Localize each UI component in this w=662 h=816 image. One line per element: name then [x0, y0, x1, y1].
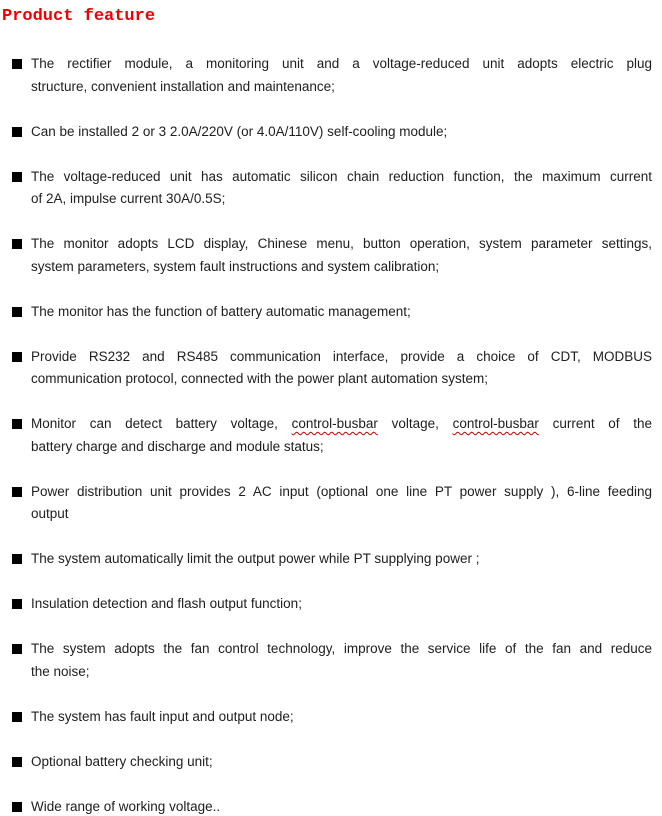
- feature-line: [31, 436, 652, 459]
- feature-text: The monitor has the function of battery automatic management;: [31, 303, 411, 319]
- feature-line: [31, 751, 652, 774]
- feature-line: [31, 166, 652, 189]
- feature-text: Power distribution unit provides 2 AC input (optional one line PT power supply ), 6-line feeding: [31, 483, 652, 499]
- bullet-square-icon: [12, 644, 22, 654]
- feature-line: [31, 593, 652, 616]
- feature-line: [31, 503, 652, 526]
- feature-list: [12, 53, 652, 816]
- bullet-square-icon: [12, 712, 22, 722]
- feature-line: [31, 796, 652, 816]
- feature-text: Provide RS232 and RS485 communication interface, provide a choice of CDT, MODBUS: [31, 348, 652, 364]
- feature-item: [12, 706, 652, 729]
- bullet-square-icon: [12, 239, 22, 249]
- feature-line: [31, 481, 652, 504]
- feature-text: Monitor can detect battery voltage,: [31, 416, 292, 431]
- feature-line: [31, 188, 652, 211]
- feature-line: [31, 233, 652, 256]
- bullet-square-icon: [12, 757, 22, 767]
- feature-line: [31, 301, 652, 324]
- feature-text: The rectifier module, a monitoring unit and a voltage-reduced unit adopts electric plug: [31, 56, 652, 71]
- feature-item: [12, 166, 652, 211]
- feature-line: [31, 548, 652, 571]
- feature-line: [31, 121, 652, 144]
- feature-text: The system automatically limit the output power while PT supplying power ;: [31, 551, 480, 566]
- bullet-square-icon: [12, 172, 22, 182]
- feature-text: Wide range of working voltage..: [31, 798, 221, 814]
- feature-text: the noise;: [31, 663, 90, 679]
- feature-item: [12, 53, 652, 98]
- feature-line: [31, 706, 652, 729]
- feature-text: Optional battery checking unit;: [31, 753, 213, 769]
- feature-text: The system has fault input and output node;: [31, 708, 294, 724]
- feature-text: Insulation detection and flash output function;: [31, 596, 302, 611]
- feature-line: [31, 53, 652, 76]
- feature-line: [31, 413, 652, 436]
- feature-item: [12, 751, 652, 774]
- feature-text: current of the: [538, 416, 653, 431]
- bullet-square-icon: [12, 307, 22, 317]
- feature-item: [12, 593, 652, 616]
- bullet-square-icon: [12, 59, 22, 69]
- feature-text-spellchecked: control-busbar: [291, 416, 378, 431]
- feature-text: communication protocol, connected with the power plant automation system;: [31, 371, 488, 386]
- feature-line: [31, 76, 652, 99]
- feature-text: structure, convenient installation and maintenance;: [31, 78, 335, 94]
- feature-line: [31, 368, 652, 391]
- feature-item: [12, 796, 652, 816]
- page-title: Product feature: [2, 7, 156, 26]
- bullet-square-icon: [12, 419, 22, 429]
- bullet-square-icon: [12, 599, 22, 609]
- feature-text: output: [31, 506, 69, 521]
- feature-text: voltage,: [377, 416, 453, 431]
- feature-line: [31, 661, 652, 684]
- feature-item: [12, 346, 652, 391]
- feature-item: [12, 638, 652, 683]
- feature-text: battery charge and discharge and module status;: [31, 438, 324, 454]
- feature-line: [31, 638, 652, 661]
- feature-item: [12, 413, 652, 458]
- feature-text: The system adopts the fan control technology, improve the service life of the fan and reduce: [31, 641, 652, 656]
- feature-text: system parameters, system fault instructions and system calibration;: [31, 258, 440, 274]
- feature-item: [12, 481, 652, 526]
- feature-text-spellchecked: control-busbar: [452, 416, 539, 431]
- feature-line: [31, 256, 652, 279]
- feature-text: The monitor adopts LCD display, Chinese menu, button operation, system parameter settings,: [31, 236, 652, 251]
- bullet-square-icon: [12, 487, 22, 497]
- bullet-square-icon: [12, 127, 22, 137]
- feature-item: [12, 233, 652, 278]
- feature-text: The voltage-reduced unit has automatic silicon chain reduction function, the maximum current: [31, 168, 652, 184]
- feature-item: [12, 548, 652, 571]
- bullet-square-icon: [12, 802, 22, 812]
- feature-text: Can be installed 2 or 3 2.0A/220V (or 4.0A/110V) self-cooling module;: [31, 123, 448, 139]
- bullet-square-icon: [12, 352, 22, 362]
- bullet-square-icon: [12, 554, 22, 564]
- feature-item: [12, 121, 652, 144]
- feature-item: [12, 301, 652, 324]
- feature-line: [31, 346, 652, 369]
- feature-text: of 2A, impulse current 30A/0.5S;: [31, 191, 226, 206]
